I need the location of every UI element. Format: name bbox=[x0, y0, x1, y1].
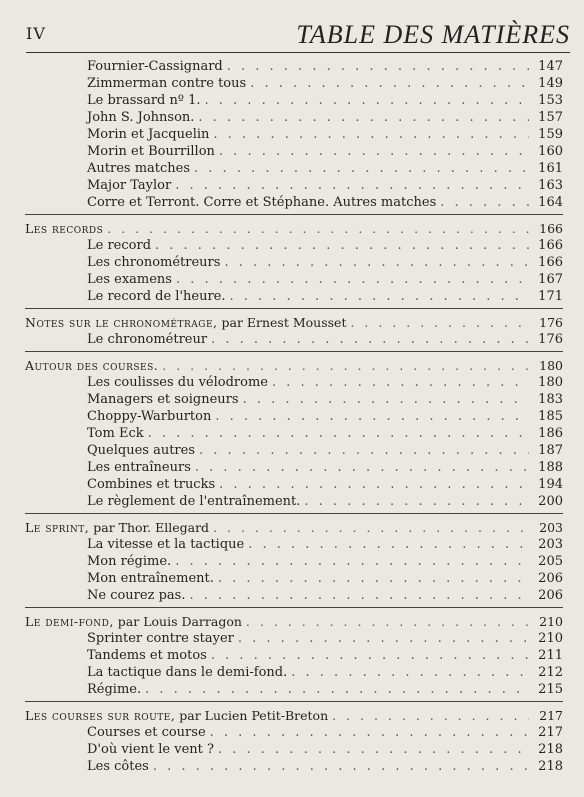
dot-leader bbox=[189, 587, 529, 604]
dot-leader bbox=[199, 442, 529, 459]
entry-page: 161 bbox=[538, 161, 563, 176]
entry-label: Quelques autres bbox=[87, 443, 195, 458]
dot-leader bbox=[176, 271, 529, 288]
dot-leader bbox=[205, 92, 529, 109]
entry-label: D'où vient le vent ? bbox=[87, 742, 214, 757]
toc-entry bbox=[25, 271, 563, 288]
entry-label: Autres matches bbox=[87, 161, 191, 176]
dot-leader bbox=[219, 476, 529, 493]
toc-entry bbox=[25, 647, 563, 664]
entry-label: Sprinter contre stayer bbox=[87, 631, 234, 646]
dot-leader bbox=[238, 630, 529, 647]
dot-leader bbox=[243, 391, 529, 408]
section-page: 166 bbox=[539, 221, 563, 236]
dot-leader bbox=[440, 194, 529, 211]
section-separator bbox=[25, 351, 563, 352]
section-separator bbox=[25, 214, 563, 215]
toc-entry bbox=[25, 331, 563, 348]
entry-label: Les chronométreurs bbox=[87, 255, 221, 270]
dot-leader bbox=[145, 681, 529, 698]
entry-page: 166 bbox=[538, 238, 563, 253]
section-title: Le sprint, bbox=[25, 520, 90, 535]
toc-entry bbox=[25, 75, 563, 92]
entry-page: 153 bbox=[538, 93, 563, 108]
section-separator bbox=[25, 701, 563, 702]
entry-label: Les examens bbox=[87, 272, 172, 287]
dot-leader bbox=[195, 459, 529, 476]
entry-page: 205 bbox=[538, 554, 563, 569]
section-label bbox=[25, 357, 158, 374]
entry-label: John S. Johnson. bbox=[87, 110, 195, 125]
section-label bbox=[25, 519, 209, 536]
toc-entry bbox=[25, 587, 563, 604]
entry-page: 188 bbox=[538, 460, 563, 475]
section-author: par Thor. Ellegard bbox=[93, 520, 210, 535]
section-heading bbox=[25, 314, 563, 331]
toc-entry bbox=[25, 92, 563, 109]
table-of-contents bbox=[25, 58, 563, 775]
section-author: par Ernest Mousset bbox=[221, 315, 347, 330]
dot-leader bbox=[211, 331, 529, 348]
section-author: par Lucien Petit-Breton bbox=[179, 708, 329, 723]
dot-leader bbox=[272, 374, 529, 391]
entry-page: 180 bbox=[538, 375, 563, 390]
entry-label: Morin et Jacquelin bbox=[87, 127, 210, 142]
entry-page: 210 bbox=[538, 631, 563, 646]
toc-entry bbox=[25, 630, 563, 647]
toc-entry bbox=[25, 536, 563, 553]
entry-page: 147 bbox=[538, 59, 563, 74]
dot-leader bbox=[210, 724, 529, 741]
dot-leader bbox=[175, 177, 529, 194]
entry-page: 164 bbox=[538, 195, 563, 210]
entry-page: 159 bbox=[538, 127, 563, 142]
entry-page: 185 bbox=[538, 409, 563, 424]
section-label bbox=[25, 613, 242, 630]
entry-label: Mon entraînement. bbox=[87, 571, 214, 586]
page-header bbox=[26, 20, 570, 50]
toc-entry bbox=[25, 664, 563, 681]
entry-page: 183 bbox=[538, 392, 563, 407]
entry-page: 215 bbox=[538, 682, 563, 697]
dot-leader bbox=[230, 288, 530, 305]
entry-label: Managers et soigneurs bbox=[87, 392, 239, 407]
entry-label: Le chronométreur bbox=[87, 332, 208, 347]
section-page: 203 bbox=[539, 520, 563, 535]
dot-leader bbox=[304, 493, 529, 510]
dot-leader bbox=[213, 126, 529, 143]
dot-leader bbox=[175, 553, 529, 570]
dot-leader bbox=[107, 220, 529, 237]
toc-entry bbox=[25, 493, 563, 510]
toc-entry bbox=[25, 109, 563, 126]
page-number: IV bbox=[26, 24, 46, 43]
section-page: 180 bbox=[539, 358, 563, 373]
toc-entry bbox=[25, 126, 563, 143]
entry-label: Le record de l'heure. bbox=[87, 289, 226, 304]
entry-label: Corre et Terront. Corre et Stéphane. Autres matches bbox=[87, 195, 437, 210]
dot-leader bbox=[148, 425, 529, 442]
entry-page: 160 bbox=[538, 144, 563, 159]
section-page: 210 bbox=[539, 614, 563, 629]
toc-entry bbox=[25, 442, 563, 459]
section-label bbox=[25, 314, 346, 331]
section-author: par Louis Darragon bbox=[117, 614, 242, 629]
section-title: Autour des courses. bbox=[25, 358, 159, 373]
entry-label: Tandems et motos bbox=[87, 648, 207, 663]
entry-label: La tactique dans le demi-fond. bbox=[87, 665, 288, 680]
dot-leader bbox=[350, 314, 529, 331]
toc-entry bbox=[25, 254, 563, 271]
entry-label: Choppy-Warburton bbox=[87, 409, 212, 424]
entry-label: Morin et Bourrillon bbox=[87, 144, 215, 159]
entry-page: 149 bbox=[538, 76, 563, 91]
entry-label: La vitesse et la tactique bbox=[87, 537, 245, 552]
toc-entry bbox=[25, 408, 563, 425]
entry-label: Le record bbox=[87, 238, 152, 253]
entry-page: 167 bbox=[538, 272, 563, 287]
dot-leader bbox=[219, 143, 529, 160]
dot-leader bbox=[162, 357, 529, 374]
entry-page: 163 bbox=[538, 178, 563, 193]
dot-leader bbox=[246, 613, 529, 630]
toc-entry bbox=[25, 143, 563, 160]
entry-label: Le brassard nº 1. bbox=[87, 93, 201, 108]
section-page: 217 bbox=[539, 708, 563, 723]
entry-page: 212 bbox=[538, 665, 563, 680]
entry-label: Mon régime. bbox=[87, 554, 172, 569]
toc-entry bbox=[25, 160, 563, 177]
entry-page: 203 bbox=[538, 537, 563, 552]
header-rule bbox=[26, 52, 570, 53]
dot-leader bbox=[218, 570, 529, 587]
toc-entry bbox=[25, 288, 563, 305]
entry-page: 218 bbox=[538, 759, 563, 774]
dot-leader bbox=[250, 75, 529, 92]
section-page: 176 bbox=[539, 315, 563, 330]
entry-page: 211 bbox=[538, 648, 563, 663]
section-title: Les records bbox=[25, 221, 104, 236]
toc-entry bbox=[25, 391, 563, 408]
entry-page: 166 bbox=[538, 255, 563, 270]
section-separator bbox=[25, 308, 563, 309]
entry-page: 217 bbox=[538, 725, 563, 740]
dot-leader bbox=[291, 664, 529, 681]
section-label bbox=[25, 220, 103, 237]
toc-entry bbox=[25, 459, 563, 476]
entry-page: 157 bbox=[538, 110, 563, 125]
entry-label: Ne courez pas. bbox=[87, 588, 186, 603]
entry-page: 218 bbox=[538, 742, 563, 757]
dot-leader bbox=[198, 109, 529, 126]
toc-entry bbox=[25, 374, 563, 391]
entry-page: 186 bbox=[538, 426, 563, 441]
dot-leader bbox=[213, 519, 529, 536]
toc-entry bbox=[25, 553, 563, 570]
section-title: Les courses sur route, bbox=[25, 708, 176, 723]
entry-page: 176 bbox=[538, 332, 563, 347]
toc-entry bbox=[25, 681, 563, 698]
entry-page: 171 bbox=[538, 289, 563, 304]
toc-entry bbox=[25, 194, 563, 211]
entry-page: 200 bbox=[538, 494, 563, 509]
section-separator bbox=[25, 513, 563, 514]
entry-page: 194 bbox=[538, 477, 563, 492]
dot-leader bbox=[194, 160, 529, 177]
entry-label: Courses et course bbox=[87, 725, 206, 740]
toc-entry bbox=[25, 741, 563, 758]
entry-label: Zimmerman contre tous bbox=[87, 76, 247, 91]
toc-entry bbox=[25, 476, 563, 493]
section-heading bbox=[25, 519, 563, 536]
entry-label: Régime. bbox=[87, 682, 142, 697]
section-heading bbox=[25, 707, 563, 724]
toc-entry bbox=[25, 724, 563, 741]
entry-label: Les côtes bbox=[87, 759, 149, 774]
dot-leader bbox=[155, 237, 529, 254]
section-heading bbox=[25, 357, 563, 374]
section-label bbox=[25, 707, 328, 724]
dot-leader bbox=[248, 536, 529, 553]
entry-page: 206 bbox=[538, 588, 563, 603]
toc-entry bbox=[25, 58, 563, 75]
section-heading bbox=[25, 220, 563, 237]
dot-leader bbox=[218, 741, 529, 758]
entry-page: 187 bbox=[538, 443, 563, 458]
entry-label: Les coulisses du vélodrome bbox=[87, 375, 268, 390]
toc-entry bbox=[25, 570, 563, 587]
dot-leader bbox=[153, 758, 529, 775]
toc-entry bbox=[25, 425, 563, 442]
toc-entry bbox=[25, 237, 563, 254]
dot-leader bbox=[227, 58, 529, 75]
entry-label: Combines et trucks bbox=[87, 477, 216, 492]
dot-leader bbox=[215, 408, 529, 425]
entry-label: Major Taylor bbox=[87, 178, 172, 193]
toc-entry bbox=[25, 177, 563, 194]
entry-label: Fournier-Cassignard bbox=[87, 59, 223, 74]
section-title: Notes sur le chronométrage, bbox=[25, 315, 218, 330]
toc-entry bbox=[25, 758, 563, 775]
section-title: Le demi-fond, bbox=[25, 614, 114, 629]
page-title: TABLE DES MATIÈRES bbox=[296, 20, 570, 49]
section-heading bbox=[25, 613, 563, 630]
dot-leader bbox=[211, 647, 529, 664]
dot-leader bbox=[332, 707, 529, 724]
entry-label: Le règlement de l'entraînement. bbox=[87, 494, 301, 509]
entry-label: Tom Eck bbox=[87, 426, 144, 441]
dot-leader bbox=[224, 254, 529, 271]
entry-page: 206 bbox=[538, 571, 563, 586]
entry-label: Les entraîneurs bbox=[87, 460, 191, 475]
section-separator bbox=[25, 607, 563, 608]
